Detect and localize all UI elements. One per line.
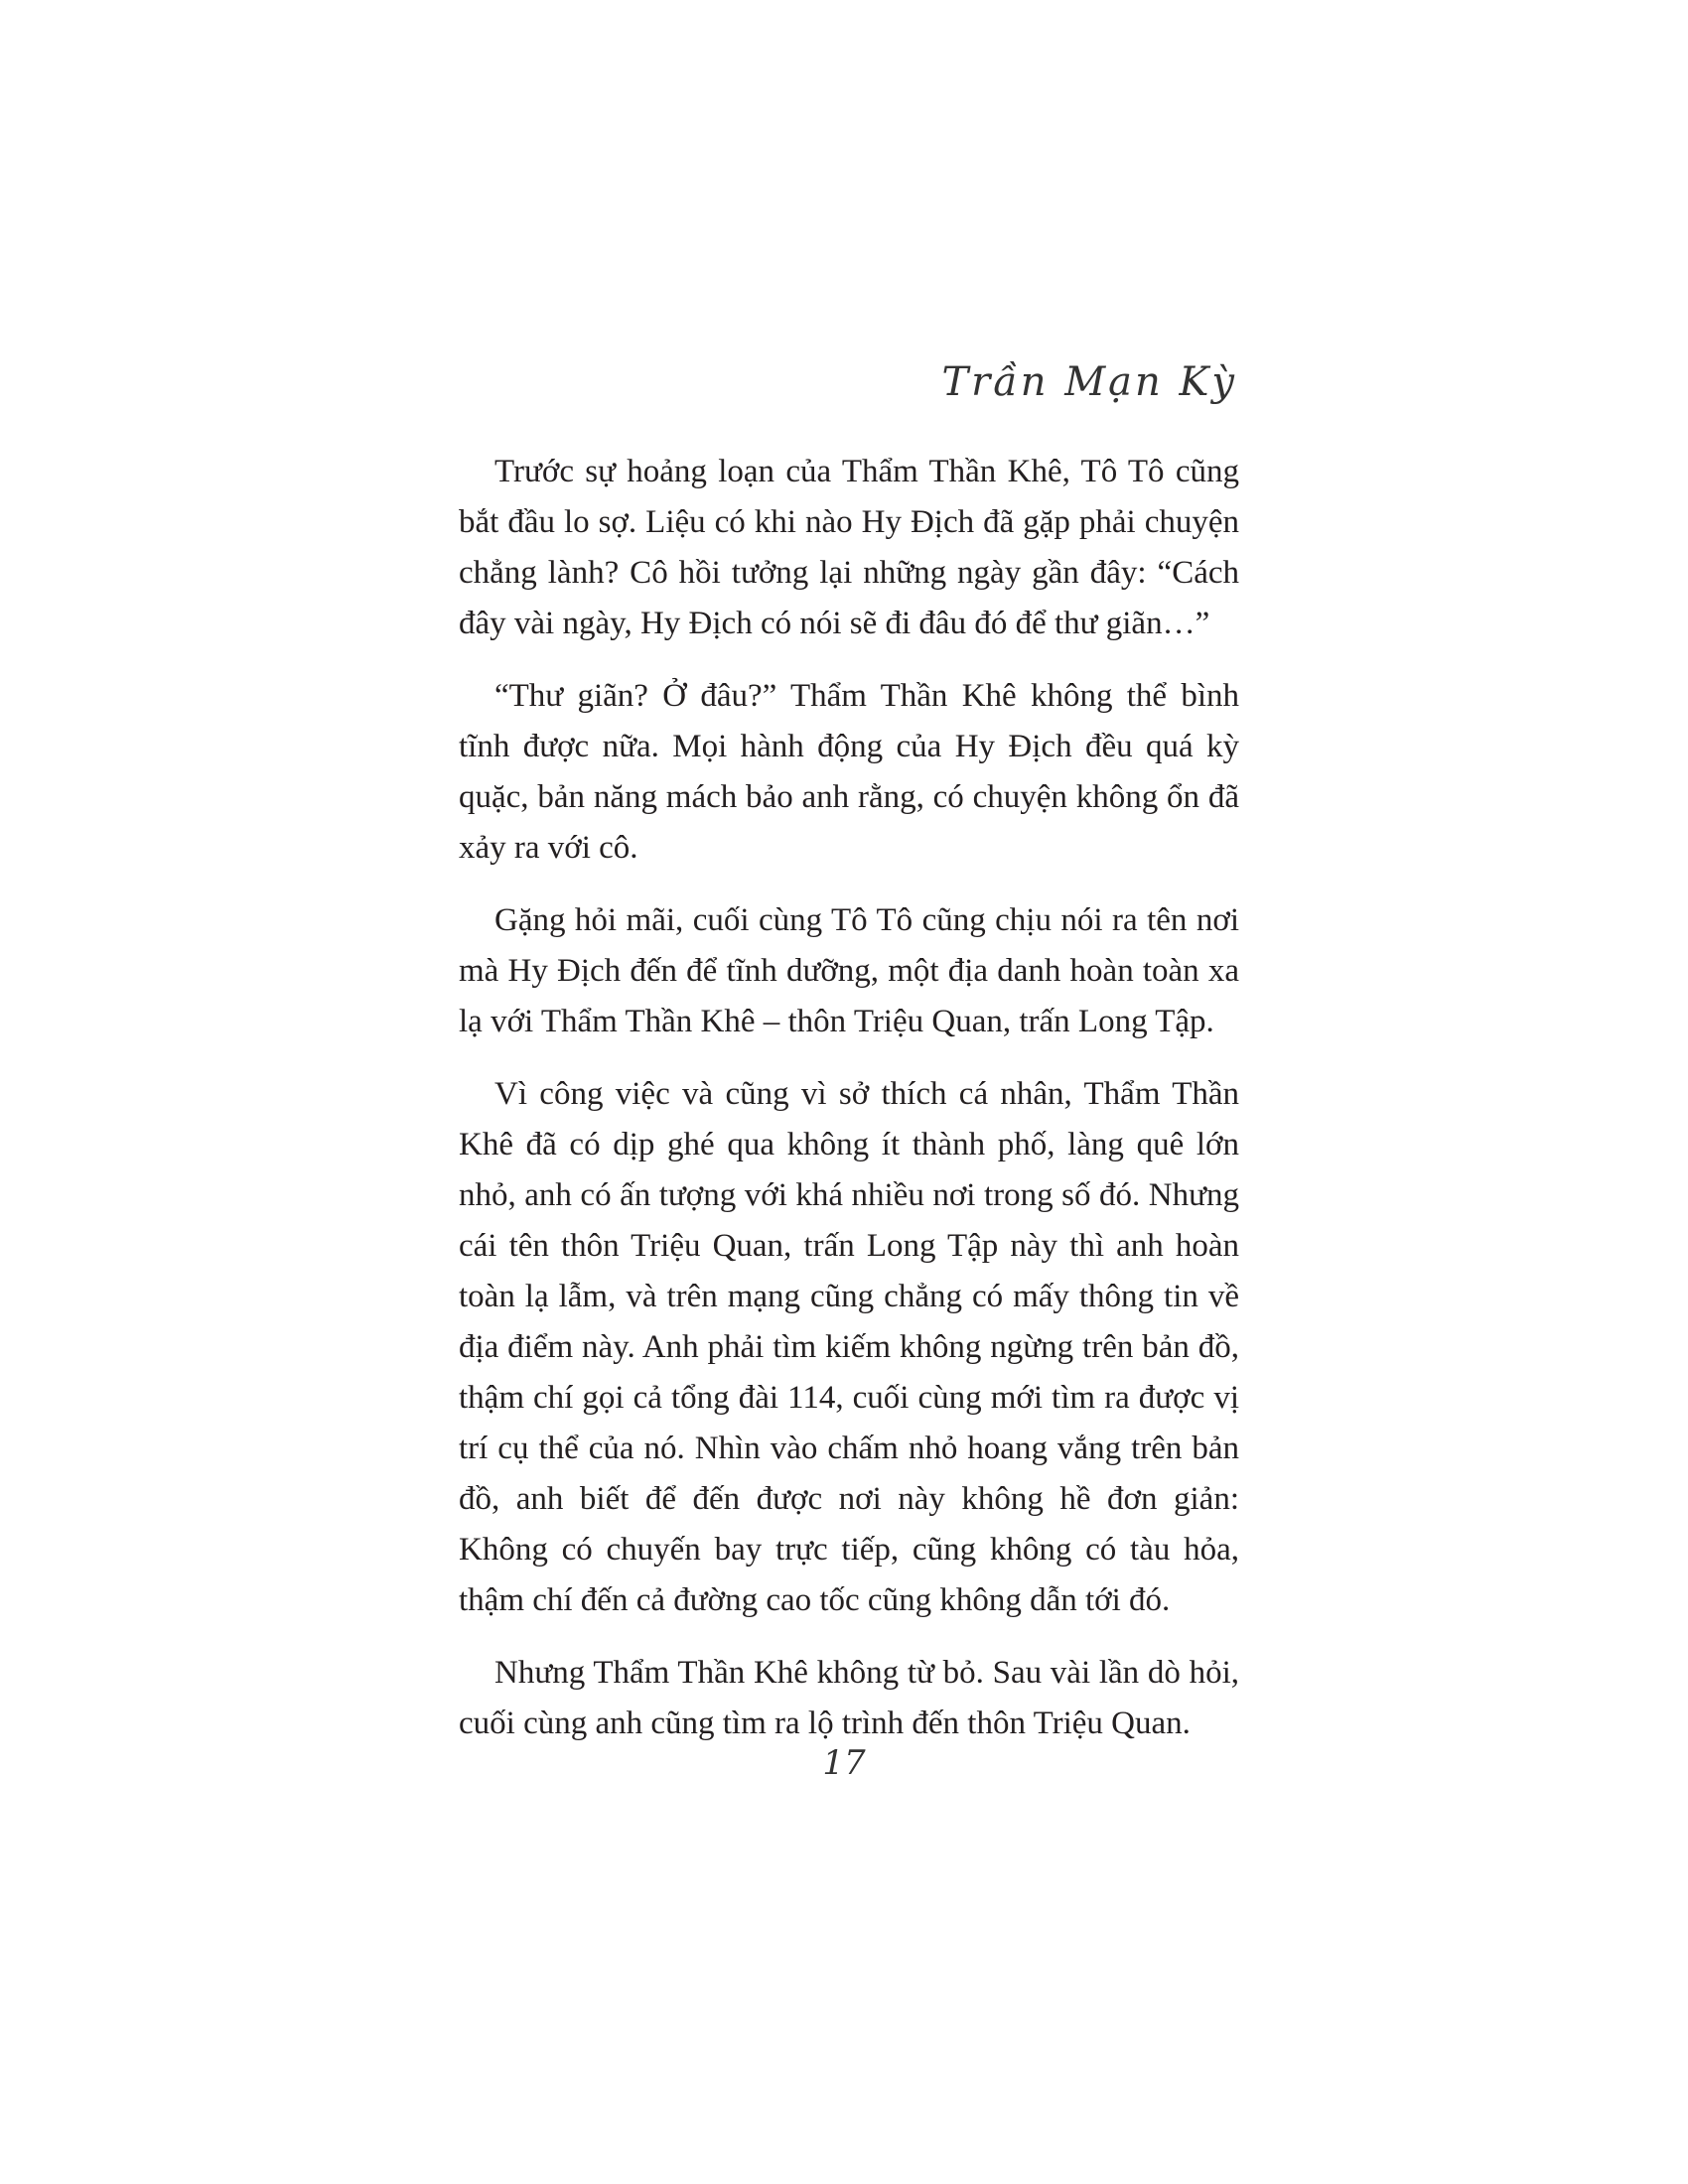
paragraph-2: “Thư giãn? Ở đâu?” Thẩm Thần Khê không thể bình tĩnh được nữa. Mọi hành động của Hy Địch đều quá kỳ quặc, bản năng mách bảo anh rằng, có chuyện không ổn đã xảy ra với cô. <box>459 678 1239 866</box>
body-text <box>459 447 1239 1771</box>
paragraph-3: Gặng hỏi mãi, cuối cùng Tô Tô cũng chịu nói ra tên nơi mà Hy Địch đến để tĩnh dưỡng, một địa danh hoàn toàn xa lạ với Thẩm Thần Khê – thôn Triệu Quan, trấn Long Tập. <box>459 902 1239 1039</box>
running-header-author: Trần Mạn Kỳ <box>941 359 1237 405</box>
paragraph-5: Nhưng Thẩm Thần Khê không từ bỏ. Sau vài lần dò hỏi, cuối cùng anh cũng tìm ra lộ trình đến thôn Triệu Quan. <box>459 1655 1239 1741</box>
page-number: 17 <box>822 1743 866 1783</box>
paragraph-4: Vì công việc và cũng vì sở thích cá nhân, Thẩm Thần Khê đã có dịp ghé qua không ít thành phố, làng quê lớn nhỏ, anh có ấn tượng với khá nhiều nơi trong số đó. Nhưng cái tên thôn Triệu Quan, trấn Long Tập này thì anh hoàn toàn lạ lẫm, và trên mạng cũng chẳng có mấy thông tin về địa điểm này. Anh phải tìm kiếm không ngừng trên bản đồ, thậm chí gọi cả tổng đài 114, cuối cùng mới tìm ra được vị trí cụ thể của nó. Nhìn vào chấm nhỏ hoang vắng trên bản đồ, anh biết để đến được nơi này không hề đơn giản: Không có chuyến bay trực tiếp, cũng không có tàu hỏa, thậm chí đến cả đường cao tốc cũng không dẫn tới đó. <box>459 1076 1239 1618</box>
paragraph-1: Trước sự hoảng loạn của Thẩm Thần Khê, Tô Tô cũng bắt đầu lo sợ. Liệu có khi nào Hy Địch đã gặp phải chuyện chẳng lành? Cô hồi tưởng lại những ngày gần đây: “Cách đây vài ngày, Hy Địch có nói sẽ đi đâu đó để thư giãn…” <box>459 454 1239 641</box>
